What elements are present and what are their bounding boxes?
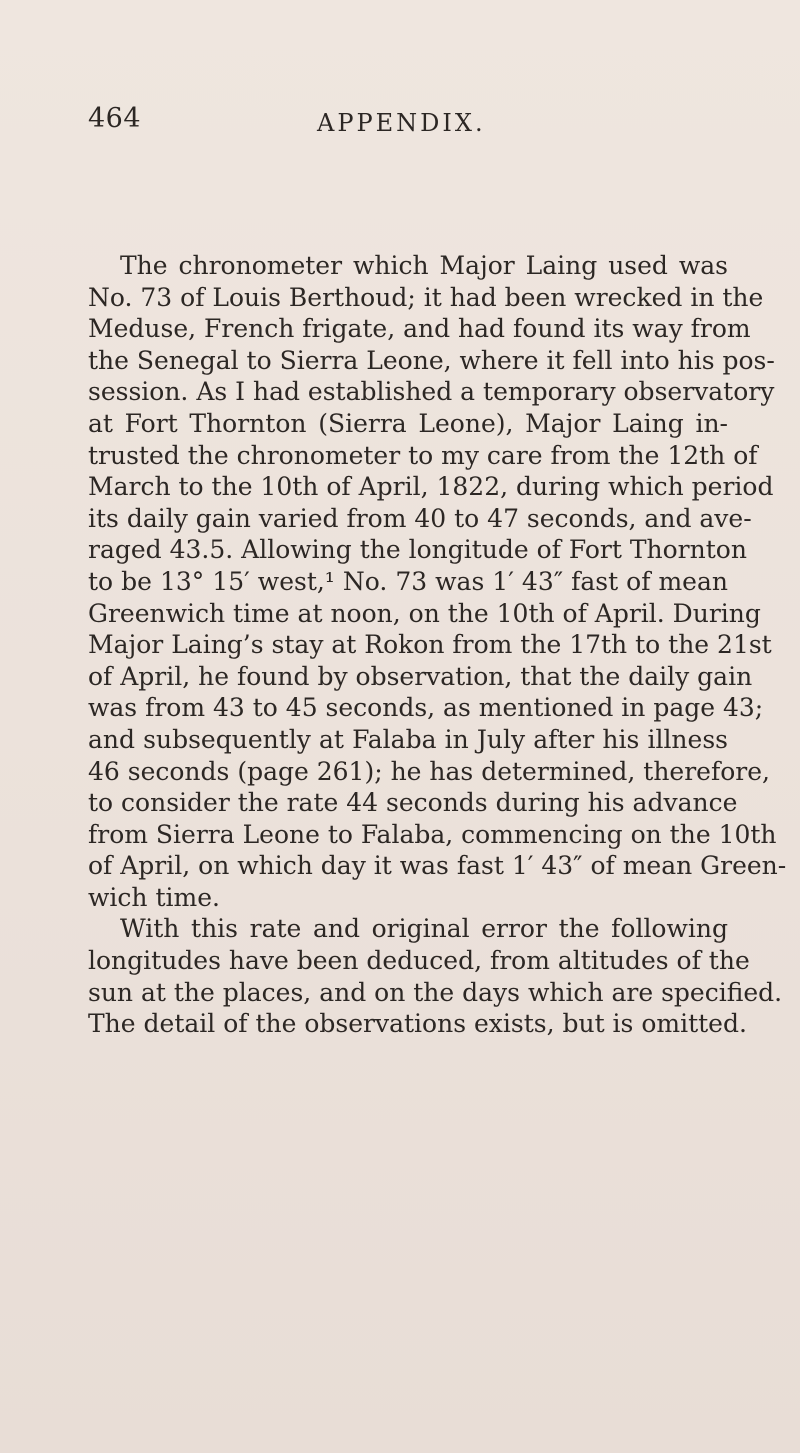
text-line: March to the 10th of April, 1822, during which period [88,472,774,502]
text-line: to consider the rate 44 seconds during his advance [88,788,738,818]
text-line: and subsequently at Falaba in July after his illness [88,724,728,754]
text-line: 46 seconds (page 261); he has determined, therefore, [88,756,770,786]
text-line: the Senegal to Sierra Leone, where it fell into his pos- [88,345,775,375]
text-line: its daily gain varied from 40 to 47 seconds, and ave- [88,503,752,533]
page-number: 464 [88,103,142,134]
text-line: Major Laing’s stay at Rokon from the 17th to the 21st [88,630,772,660]
text-line: session. As I had established a temporary observatory [88,377,775,407]
text-line: sun at the places, and on the days which are specified. [88,977,783,1007]
body-text [88,250,787,1040]
text-line: trusted the chronometer to my care from the 12th of [88,440,758,470]
text-line: raged 43.5. Allowing the longitude of Fort Thornton [88,535,747,565]
text-line: Greenwich time at noon, on the 10th of April. During [88,598,761,628]
text-line: to be 13° 15′ west,¹ No. 73 was 1′ 43″ fast of mean [88,566,728,596]
text-line: wich time. [88,882,220,912]
section-title: APPENDIX. [317,109,486,137]
text-line: of April, on which day it was fast 1′ 43″ of mean Green- [88,851,787,881]
text-line: Meduse, French frigate, and had found its way from [88,314,751,344]
text-line: of April, he found by observation, that the daily gain [88,661,753,691]
paragraph-longitudes [88,913,783,1039]
paragraph-chronometer [88,250,787,913]
running-head [0,103,800,143]
text-line: from Sierra Leone to Falaba, commencing on the 10th [88,819,777,849]
text-line: at Fort Thornton (Sierra Leone), Major Laing in- [88,408,728,438]
text-line: longitudes have been deduced, from altitudes of the [88,946,750,976]
text-line: The detail of the observations exists, but is omitted. [88,1009,747,1039]
text-line: was from 43 to 45 seconds, as mentioned in page 43; [88,693,764,723]
text-line: With this rate and original error the following [120,914,728,944]
text-line: The chronometer which Major Laing used was [120,251,728,280]
text-line: No. 73 of Louis Berthoud; it had been wrecked in the [88,282,764,312]
